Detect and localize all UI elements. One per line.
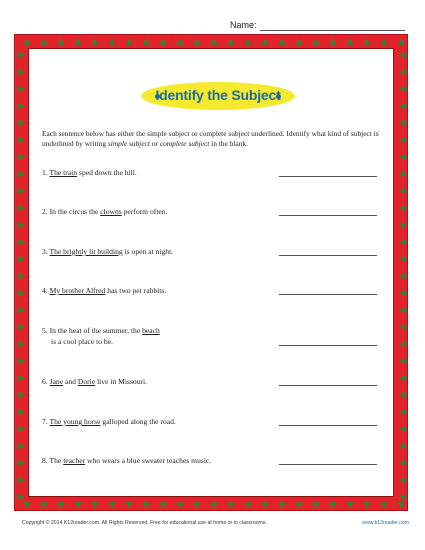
border-triangle-icon bbox=[75, 502, 81, 508]
border-triangle-icon bbox=[279, 38, 285, 44]
border-triangle-icon bbox=[398, 38, 404, 44]
border-triangle-icon bbox=[313, 38, 319, 44]
border-triangle-icon bbox=[18, 103, 24, 109]
underlined-subject: My brother Alfred bbox=[49, 286, 106, 295]
instructions-em-complete: complete subject bbox=[159, 139, 210, 148]
border-triangle-icon bbox=[211, 502, 217, 508]
border-triangle-icon bbox=[399, 239, 405, 245]
underlined-subject: clowns bbox=[100, 207, 122, 216]
border-triangle-icon bbox=[18, 52, 24, 58]
border-triangle-icon bbox=[399, 256, 405, 262]
copyright-notice: Copyright © 2014 K12reader.com. All Rights Reserved. Free for educational use at home or in classrooms. bbox=[22, 520, 267, 526]
question-2 bbox=[42, 206, 272, 217]
underlined-subject: Jane bbox=[49, 377, 64, 386]
border-triangle-icon bbox=[296, 502, 302, 508]
border-triangle-icon bbox=[18, 494, 24, 500]
border-triangle-icon bbox=[177, 502, 183, 508]
border-triangle-icon bbox=[347, 38, 353, 44]
border-triangle-icon bbox=[399, 375, 405, 381]
question-text-post: perform often. bbox=[121, 207, 168, 216]
question-1 bbox=[42, 167, 272, 178]
border-triangle-icon bbox=[18, 273, 24, 279]
border-triangle-icon bbox=[245, 38, 251, 44]
answer-blank-7[interactable] bbox=[279, 425, 377, 426]
answer-blank-6[interactable] bbox=[279, 385, 377, 386]
border-triangle-icon bbox=[41, 502, 47, 508]
border-triangle-icon bbox=[18, 409, 24, 415]
border-triangle-icon bbox=[296, 38, 302, 44]
question-number: 1. bbox=[42, 168, 48, 177]
question-7 bbox=[42, 416, 272, 427]
border-triangle-icon bbox=[364, 38, 370, 44]
border-triangle-icon bbox=[160, 502, 166, 508]
border-triangle-icon bbox=[399, 460, 405, 466]
border-triangle-icon bbox=[58, 502, 64, 508]
answer-blank-8[interactable] bbox=[279, 464, 377, 465]
border-triangle-icon bbox=[18, 460, 24, 466]
border-triangle-icon bbox=[18, 171, 24, 177]
question-number: 6. bbox=[42, 377, 48, 386]
site-link[interactable]: www.k12reader.com bbox=[362, 520, 409, 526]
border-triangle-icon bbox=[24, 502, 30, 508]
underlined-subject: teacher bbox=[63, 456, 86, 465]
border-triangle-icon bbox=[75, 38, 81, 44]
question-text-mid: and bbox=[63, 377, 78, 386]
question-text-post: has two pet rabbits. bbox=[105, 286, 167, 295]
name-field bbox=[230, 18, 405, 32]
border-triangle-icon bbox=[399, 69, 405, 75]
border-triangle-icon bbox=[399, 103, 405, 109]
border-triangle-icon bbox=[245, 502, 251, 508]
border-triangle-icon bbox=[211, 38, 217, 44]
border-triangle-icon bbox=[364, 502, 370, 508]
border-triangle-icon bbox=[126, 38, 132, 44]
border-triangle-icon bbox=[399, 222, 405, 228]
question-text-pre: In the circus the bbox=[49, 207, 101, 216]
question-8 bbox=[42, 455, 282, 466]
border-triangle-icon bbox=[381, 502, 387, 508]
question-number: 3. bbox=[42, 247, 48, 256]
border-triangle-icon bbox=[194, 502, 200, 508]
border-triangle-icon bbox=[109, 502, 115, 508]
question-text-post: is open at night. bbox=[122, 247, 174, 256]
border-triangle-icon bbox=[18, 188, 24, 194]
border-triangle-icon bbox=[18, 290, 24, 296]
question-6 bbox=[42, 376, 272, 387]
border-triangle-icon bbox=[18, 205, 24, 211]
question-text-post: galloped along the road. bbox=[100, 417, 176, 426]
question-text-pre: In the heat of the summer, the bbox=[49, 326, 143, 335]
border-triangle-icon bbox=[24, 38, 30, 44]
border-triangle-icon bbox=[18, 137, 24, 143]
border-triangle-icon bbox=[262, 502, 268, 508]
instructions-text-1: Each sentence below has either the simple subject or complete subject underlined. Identify what kind of subject is underlined by writing bbox=[42, 129, 379, 148]
answer-blank-3[interactable] bbox=[279, 255, 377, 256]
worksheet-title: Identify the Subject bbox=[155, 87, 281, 103]
border-triangle-icon bbox=[18, 426, 24, 432]
border-triangle-icon bbox=[126, 502, 132, 508]
border-triangle-icon bbox=[18, 375, 24, 381]
border-triangle-icon bbox=[143, 502, 149, 508]
border-triangle-icon bbox=[399, 494, 405, 500]
question-number: 5. bbox=[42, 326, 48, 335]
underlined-subject: Dorie bbox=[77, 377, 96, 386]
border-triangle-icon bbox=[262, 38, 268, 44]
border-triangle-icon bbox=[398, 502, 404, 508]
border-triangle-icon bbox=[18, 392, 24, 398]
question-text-post: who wears a blue sweater teaches music. bbox=[85, 456, 212, 465]
border-triangle-icon bbox=[330, 502, 336, 508]
question-text-pre: The bbox=[49, 456, 64, 465]
border-triangle-icon bbox=[18, 443, 24, 449]
instructions-em-simple: simple subject bbox=[107, 139, 150, 148]
border-triangle-icon bbox=[399, 154, 405, 160]
border-triangle-icon bbox=[313, 502, 319, 508]
border-triangle-icon bbox=[399, 171, 405, 177]
border-triangle-icon bbox=[399, 120, 405, 126]
border-triangle-icon bbox=[279, 502, 285, 508]
border-triangle-icon bbox=[41, 38, 47, 44]
name-label: Name: bbox=[230, 20, 257, 30]
question-4 bbox=[42, 285, 272, 296]
border-triangle-icon bbox=[18, 239, 24, 245]
border-triangle-icon bbox=[399, 477, 405, 483]
border-triangle-icon bbox=[399, 324, 405, 330]
border-triangle-icon bbox=[18, 256, 24, 262]
border-triangle-icon bbox=[399, 426, 405, 432]
border-triangle-icon bbox=[143, 38, 149, 44]
underlined-subject: The young horse bbox=[49, 417, 101, 426]
border-triangle-icon bbox=[381, 38, 387, 44]
question-number: 8. bbox=[42, 456, 48, 465]
border-triangle-icon bbox=[399, 290, 405, 296]
worksheet-body bbox=[28, 48, 394, 497]
border-triangle-icon bbox=[18, 307, 24, 313]
underlined-subject: The train bbox=[49, 168, 78, 177]
border-triangle-icon bbox=[399, 409, 405, 415]
border-triangle-icon bbox=[194, 38, 200, 44]
border-triangle-icon bbox=[58, 38, 64, 44]
question-5 bbox=[42, 325, 272, 347]
border-triangle-icon bbox=[228, 502, 234, 508]
border-triangle-icon bbox=[92, 502, 98, 508]
border-triangle-icon bbox=[399, 392, 405, 398]
question-text-post: sped down the hill. bbox=[77, 168, 137, 177]
border-triangle-icon bbox=[330, 38, 336, 44]
border-triangle-icon bbox=[160, 38, 166, 44]
question-number: 2. bbox=[42, 207, 48, 216]
border-triangle-icon bbox=[18, 341, 24, 347]
border-triangle-icon bbox=[399, 188, 405, 194]
instructions bbox=[42, 129, 392, 149]
question-number: 4. bbox=[42, 286, 48, 295]
border-triangle-icon bbox=[399, 137, 405, 143]
border-triangle-icon bbox=[18, 120, 24, 126]
border-triangle-icon bbox=[399, 358, 405, 364]
border-triangle-icon bbox=[18, 358, 24, 364]
border-triangle-icon bbox=[399, 307, 405, 313]
instructions-text-2: or bbox=[149, 139, 160, 148]
border-triangle-icon bbox=[399, 273, 405, 279]
question-text-line2: is a cool place to be. bbox=[51, 337, 113, 346]
border-triangle-icon bbox=[109, 38, 115, 44]
question-number: 7. bbox=[42, 417, 48, 426]
border-triangle-icon bbox=[177, 38, 183, 44]
answer-blank-5[interactable] bbox=[279, 345, 377, 346]
question-text-post: live in Missouri. bbox=[95, 377, 148, 386]
border-triangle-icon bbox=[18, 477, 24, 483]
border-triangle-icon bbox=[18, 324, 24, 330]
border-triangle-icon bbox=[92, 38, 98, 44]
border-triangle-icon bbox=[18, 154, 24, 160]
answer-blank-1[interactable] bbox=[279, 176, 377, 177]
border-triangle-icon bbox=[399, 205, 405, 211]
border-triangle-icon bbox=[228, 38, 234, 44]
border-triangle-icon bbox=[399, 52, 405, 58]
decorative-border bbox=[14, 34, 408, 511]
border-triangle-icon bbox=[347, 502, 353, 508]
question-3 bbox=[42, 246, 272, 257]
border-triangle-icon bbox=[18, 86, 24, 92]
instructions-text-3: in the blank. bbox=[209, 139, 248, 148]
name-blank-line[interactable] bbox=[260, 30, 405, 31]
border-triangle-icon bbox=[399, 443, 405, 449]
border-triangle-icon bbox=[399, 341, 405, 347]
border-triangle-icon bbox=[18, 222, 24, 228]
border-triangle-icon bbox=[399, 86, 405, 92]
title-banner bbox=[141, 82, 295, 110]
border-triangle-icon bbox=[18, 69, 24, 75]
underlined-subject: The brightly lit building bbox=[49, 247, 123, 256]
underlined-subject: beach bbox=[142, 326, 160, 335]
answer-blank-4[interactable] bbox=[279, 294, 377, 295]
answer-blank-2[interactable] bbox=[279, 215, 377, 216]
